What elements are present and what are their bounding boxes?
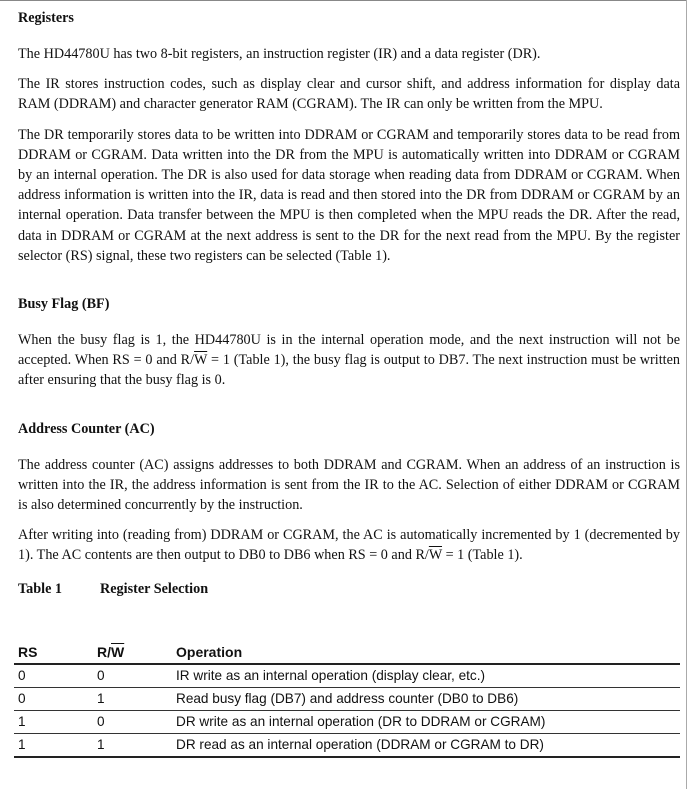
document-body — [18, 8, 680, 599]
address-counter-text-a: After writing into (reading from) DDRAM or CGRAM, the AC is automatically incremented by 1 (decremented by 1). The AC contents are then output to DB0 to DB6 when RS = 0 and R/ — [18, 527, 680, 564]
busy-flag-paragraph — [18, 330, 680, 391]
cell-rs: 1 — [14, 734, 93, 758]
registers-paragraph-3: The DR temporarily stores data to be written into DDRAM or CGRAM and temporarily stores data to be read from DDRAM or CGRAM. Data written into the DR from the MPU is automatically written into DDRAM or CGRAM by an internal operation. The DR is also used for data storage when reading data from DDRAM or CGRAM. When address information is written into the IR, data is read and then stored into the DR from DDRAM or CGRAM by an internal operation. Data transfer between the MPU is then completed when the MPU reads the DR. After the read, data in DDRAM or CGRAM at the next address is sent to the DR for the next read from the MPU. By the register selector (RS) signal, these two registers can be selected (Table 1). — [18, 126, 680, 264]
table-row — [14, 664, 680, 688]
header-operation: Operation — [172, 641, 680, 664]
register-selection-table — [14, 641, 680, 758]
cell-rw: 1 — [93, 688, 172, 711]
address-counter-overline-w: $\overline{W}$ — [428, 547, 443, 564]
table-header-row — [14, 641, 680, 664]
header-rw — [93, 641, 172, 664]
cell-operation: DR read as an internal operation (DDRAM or CGRAM to DR) — [172, 734, 680, 758]
table-caption — [18, 579, 680, 599]
cell-rs: 1 — [14, 711, 93, 734]
header-rw-overline-w: $\overline{W}$ — [111, 644, 125, 660]
right-border — [686, 0, 687, 789]
heading-registers: Registers — [18, 10, 74, 26]
busy-flag-text-b: = 1 (Table 1), the busy flag is output to DB7. The next instruction must be written after ensuring that the busy flag is 0. — [18, 352, 680, 389]
table-title: Register Selection — [100, 580, 209, 597]
header-rw-prefix: R/ — [97, 644, 111, 660]
heading-address-counter: Address Counter (AC) — [18, 420, 155, 437]
cell-rw: 0 — [93, 664, 172, 688]
table-row — [14, 688, 680, 711]
cell-rw: 0 — [93, 711, 172, 734]
cell-rs: 0 — [14, 688, 93, 711]
heading-busy-flag: Busy Flag (BF) — [18, 296, 110, 313]
registers-paragraph-2: The IR stores instruction codes, such as display clear and cursor shift, and address information for display data RAM (DDRAM) and character generator RAM (CGRAM). The IR can only be written from the MPU. — [18, 76, 680, 113]
registers-paragraph-1: The HD44780U has two 8-bit registers, an instruction register (IR) and a data register (DR). — [18, 46, 541, 62]
cell-operation: Read busy flag (DB7) and address counter (DB0 to DB6) — [172, 688, 680, 711]
cell-operation: DR write as an internal operation (DR to DDRAM or CGRAM) — [172, 711, 680, 734]
address-counter-paragraph-2 — [18, 525, 680, 565]
header-rs: RS — [14, 641, 93, 664]
cell-operation: IR write as an internal operation (display clear, etc.) — [172, 664, 680, 688]
busy-flag-overline-w: $\overline{W}$ — [194, 352, 208, 369]
table-row — [14, 711, 680, 734]
top-border — [0, 0, 686, 1]
busy-flag-text-a: When the busy flag is 1, the HD44780U is in the internal operation mode, and the next instruction will not be accepted. When RS = 0 and R/ — [18, 332, 680, 369]
address-counter-paragraph-1: The address counter (AC) assigns addresses to both DDRAM and CGRAM. When an address of an instruction is written into the IR, the address information is sent from the IR to the AC. Selection of either DDRAM or CGRAM is also determined concurrently by the instruction. — [18, 456, 680, 514]
address-counter-text-b: = 1 (Table 1). — [442, 547, 523, 564]
table-row — [14, 734, 680, 758]
cell-rw: 1 — [93, 734, 172, 758]
table-number: Table 1 — [18, 580, 63, 597]
cell-rs: 0 — [14, 664, 93, 688]
